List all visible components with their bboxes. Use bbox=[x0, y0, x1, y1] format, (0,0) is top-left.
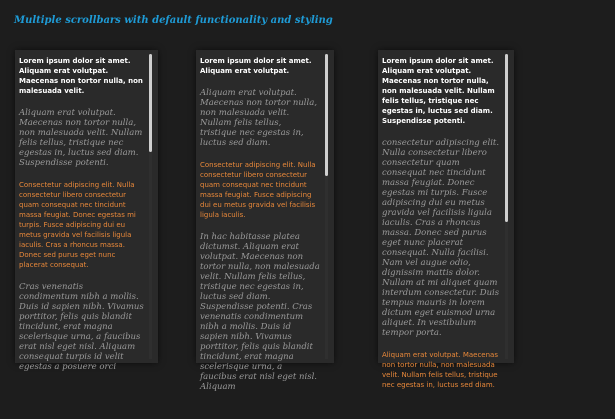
scroll-panel-3[interactable] bbox=[378, 50, 514, 389]
panel-3-paragraph-3: Aliquam erat volutpat. Maecenas non tortor nulla, non malesuada velit. Nullam felis tellus, tristique nec egestas in, luctus sed diam. bbox=[382, 351, 498, 389]
panel-1-content bbox=[19, 56, 144, 384]
panel-3-paragraph-2: consectetur adipiscing elit. Nulla consectetur libero consectetur quam consequat nec tincidunt massa feugiat. Donec egestas mi turpis. Fusce adipiscing dui eu metus gravida vel facilisis ligula iaculis. Cras a rhoncus massa. Donec sed purus eget nunc placerat consequat. Nulla facilisi. Nam vel augue odio, dignissim mattis dolor. Nullam at mi aliquet quam interdum consectetur. Duis tempus mauris in lorem dictum eget euismod urna aliquet. In vestibulum tempor porta. bbox=[382, 138, 500, 338]
panel-1-scrollbar-track[interactable] bbox=[149, 54, 152, 359]
panel-1-paragraph-1: Lorem ipsum dolor sit amet. Aliquam erat volutpat. Maecenas non tortor nulla, non malesuada velit. bbox=[19, 57, 143, 95]
panel-3-scrollbar-track[interactable] bbox=[505, 54, 508, 359]
panel-2-paragraph-2: Aliquam erat volutpat. Maecenas non tortor nulla, non malesuada velit. Nullam felis tellus, tristique nec egestas in, luctus sed diam. bbox=[200, 88, 318, 148]
panel-1-paragraph-3: Consectetur adipiscing elit. Nulla consectetur libero consectetur quam consequat nec tincidunt massa feugiat. Donec egestas mi turpis. Fusce adipiscing dui eu metus gravida vel facilisis ligula iaculis. Cras a rhoncus massa. Donec sed purus eget nunc placerat consequat. bbox=[19, 181, 136, 269]
scroll-panel-2[interactable] bbox=[196, 50, 334, 392]
panel-2-scrollbar-thumb[interactable] bbox=[325, 54, 328, 176]
panel-2-paragraph-1: Lorem ipsum dolor sit amet. Aliquam erat volutpat. bbox=[200, 57, 312, 75]
panel-1-paragraph-2: Aliquam erat volutpat. Maecenas non tortor nulla, non malesuada velit. Nullam felis tellus, tristique nec egestas in, luctus sed diam. Suspendisse potenti. bbox=[19, 108, 143, 168]
panel-1-scrollbar-thumb[interactable] bbox=[149, 54, 152, 152]
panel-3-content bbox=[382, 56, 500, 402]
panel-3-scrollbar-thumb[interactable] bbox=[505, 54, 508, 222]
panel-2-paragraph-4: In hac habitasse platea dictumst. Aliquam erat volutpat. Maecenas non tortor nulla, non malesuada velit. Nullam felis tellus, tristique nec egestas in, luctus sed diam. Suspendisse potenti. Cras venenatis condimentum nibh a mollis. Duis id sapien nibh. Vivamus porttitor, felis quis blandit tincidunt, erat magna scelerisque urna, a faucibus erat nisl eget nisl. Aliquam bbox=[200, 232, 320, 392]
panel-1-paragraph-4: Cras venenatis condimentum nibh a mollis. Duis id sapien nibh. Vivamus porttitor, felis quis blandit tincidunt, erat magna scelerisque urna, a faucibus erat nisl eget nisl. Aliquam consequat turpis id velit egestas a posuere orci bbox=[19, 282, 144, 372]
panel-2-content bbox=[200, 56, 320, 404]
scroll-panel-1[interactable] bbox=[15, 50, 158, 372]
page-title: Multiple scrollbars with default functionality and styling bbox=[14, 15, 333, 26]
panel-2-scrollbar-track[interactable] bbox=[325, 54, 328, 359]
panel-3-paragraph-1: Lorem ipsum dolor sit amet. Aliquam erat volutpat. Maecenas non tortor nulla, non malesuada velit. Nullam felis tellus, tristique nec egestas in, luctus sed diam. Suspendisse potenti. bbox=[382, 57, 495, 125]
panel-2-paragraph-3: Consectetur adipiscing elit. Nulla consectetur libero consectetur quam consequat nec tincidunt massa feugiat. Fusce adipiscing dui eu metus gravida vel facilisis ligula iaculis. bbox=[200, 161, 316, 219]
